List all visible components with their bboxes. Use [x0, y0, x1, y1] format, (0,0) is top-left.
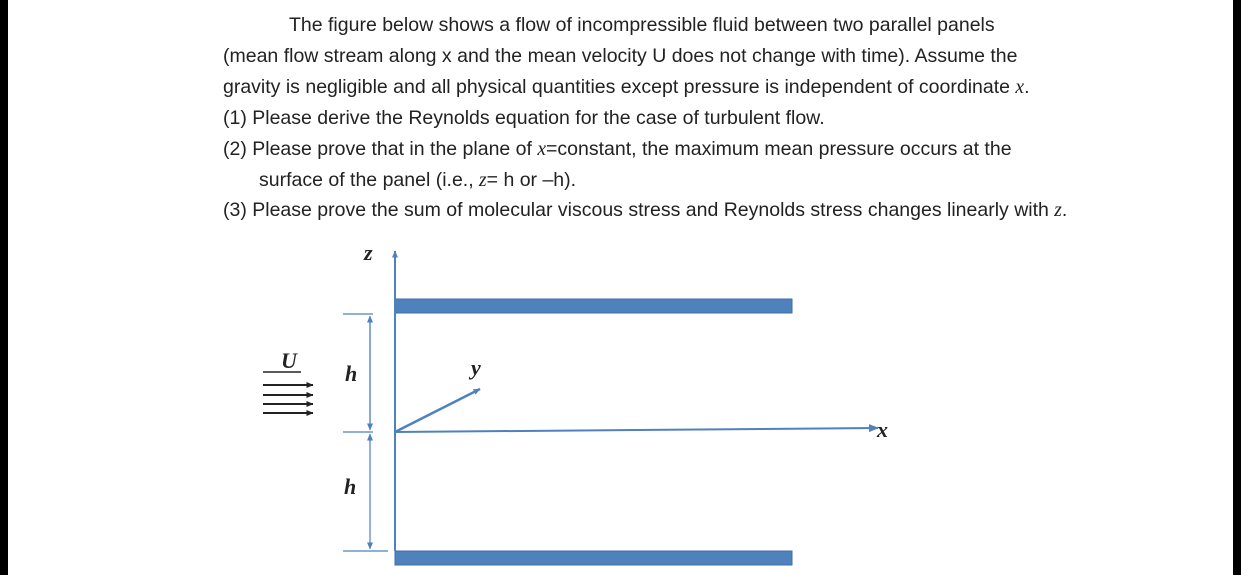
- intro-text-3: gravity is negligible and all physical quantities except pressure is independent of coordinate: [223, 76, 1010, 98]
- question-2-text-a: (2) Please prove that in the plane of: [223, 138, 532, 160]
- bottom-panel: [395, 551, 792, 565]
- label-z: z: [364, 240, 373, 265]
- variable-z: z: [1054, 200, 1062, 221]
- intro-text-1: The figure below shows a flow of incompressible fluid between two parallel panels: [289, 14, 995, 36]
- label-h-top: h: [345, 361, 358, 386]
- label-h-bottom: h: [344, 474, 357, 499]
- variable-z: z: [479, 170, 487, 191]
- question-1-text: (1) Please derive the Reynolds equation for the case of turbulent flow.: [223, 107, 825, 129]
- label-x: x: [877, 417, 888, 442]
- document-page: [8, 0, 1233, 575]
- x-axis: [395, 428, 878, 432]
- label-U: U: [281, 348, 297, 373]
- question-2-text-d: = h or –h).: [486, 169, 577, 191]
- question-3-text: (3) Please prove the sum of molecular viscous stress and Reynolds stress changes linearly with: [223, 199, 1049, 221]
- variable-x: x: [1015, 77, 1025, 98]
- question-2-text-b: =constant, the maximum mean pressure occurs at the: [546, 138, 1012, 160]
- y-axis: [395, 389, 480, 432]
- intro-text-2: (mean flow stream along x and the mean velocity U does not change with time). Assume the: [223, 45, 1018, 67]
- top-panel: [395, 299, 792, 313]
- label-y: y: [471, 355, 481, 380]
- channel-flow-diagram: [8, 0, 1233, 575]
- period: .: [1061, 199, 1068, 221]
- flow-arrows: [263, 372, 313, 413]
- period: .: [1024, 76, 1030, 98]
- question-2-text-c: surface of the panel (i.e.,: [259, 169, 474, 191]
- variable-x: x: [537, 139, 547, 160]
